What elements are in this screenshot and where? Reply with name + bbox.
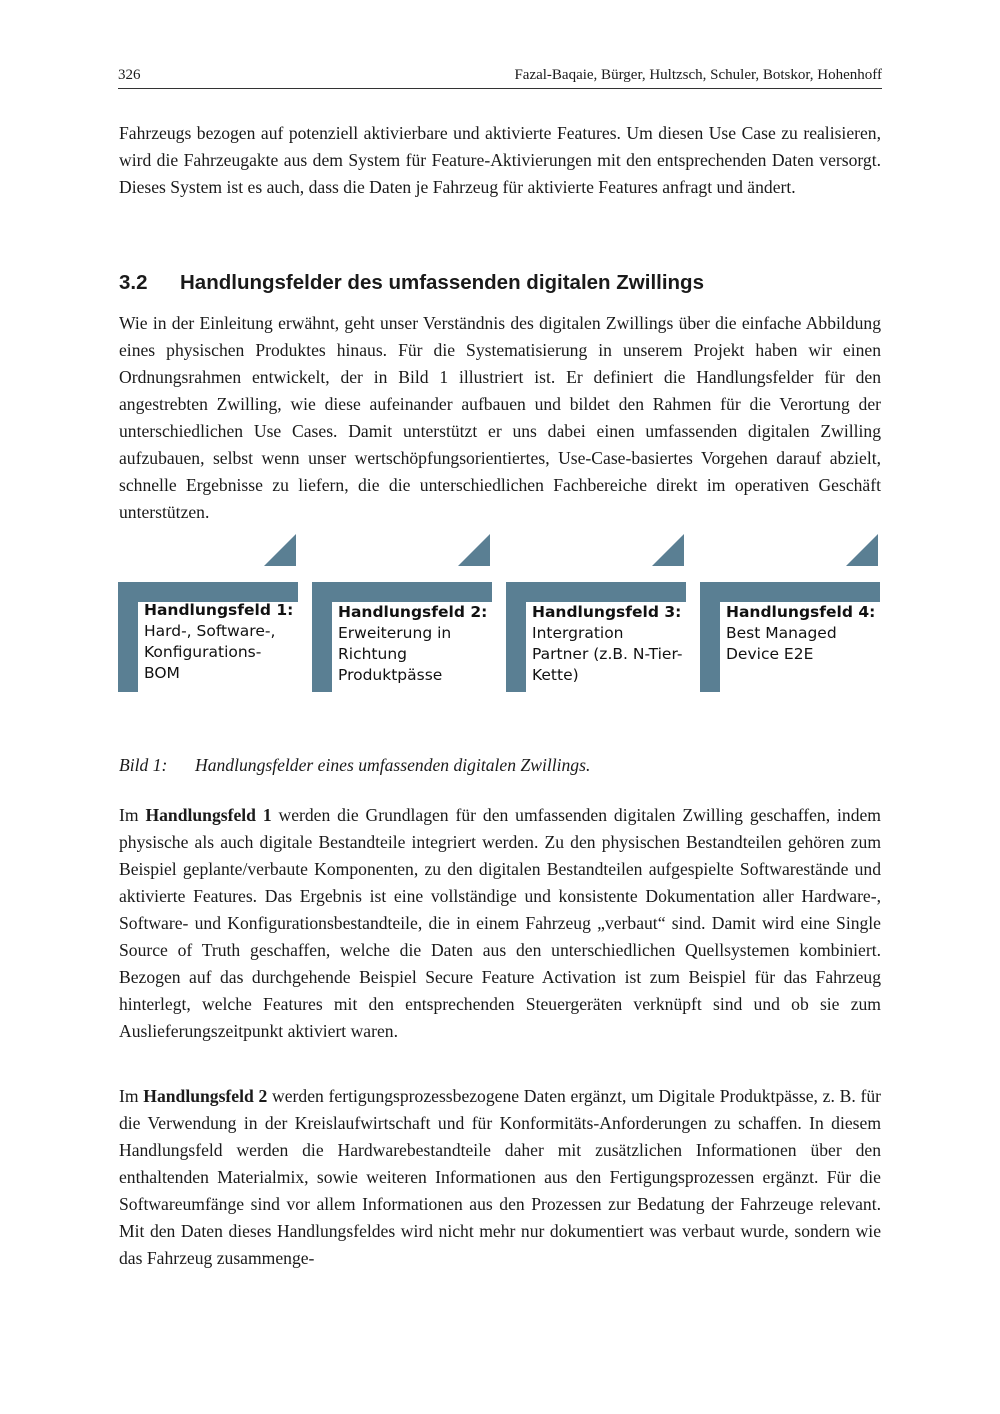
field-title: Handlungsfeld 3: xyxy=(532,603,682,621)
figure-handlungsfelder xyxy=(118,534,882,694)
section-heading xyxy=(119,268,881,298)
triangle-marker-icon xyxy=(652,534,684,566)
field-description: Best Managed Device E2E xyxy=(726,624,837,663)
page-header xyxy=(118,64,882,89)
paragraph-bold-term: Handlungsfeld 1 xyxy=(145,805,272,825)
field-box-1 xyxy=(118,534,298,692)
field-content xyxy=(726,602,878,665)
paragraph-body: werden fertigungsprozessbezogene Daten ergänzt, um Digitale Produktpässe, z. B. für die Verwendung in der Kreislaufwirtschaft und für Konformitäts-Anforderungen zu schaffen. In diesem Handlungsfeld werden die Hardwarebestandteile daher mit zusätzlichen Informationen über den enthaltenden Materialmix, sowie weiteren Informationen aus den Fertigungsprozessen ergänzt. Für die Softwareumfänge sind vor allem Informationen aus den Prozessen zur Bedatung der Fahrzeuge relevant. Mit den Daten dieses Handlungsfeldes wird nicht mehr nur dokumentiert was verbaut wurde, sondern wie das Fahrzeug zusammenge- xyxy=(119,1086,881,1268)
field-title: Handlungsfeld 4: xyxy=(726,603,876,621)
paragraph-field-2 xyxy=(119,1083,881,1272)
paragraph-field-1 xyxy=(119,802,881,1045)
field-description: Erweiterung in Richtung Produktpässe xyxy=(338,624,452,684)
field-frame-top xyxy=(118,582,298,602)
intro-paragraph: Fahrzeugs bezogen auf potenziell aktivierbare und aktivierte Features. Um diesen Use Case zu realisieren, wird die Fahrzeugakte aus dem System für Feature-Aktivierungen mit den entsprechenden Daten versorgt. Dieses System ist es auch, dass die Daten je Fahrzeug für aktivierte Features anfragt und ändert. xyxy=(119,123,881,197)
caption-label: Bild 1: xyxy=(119,755,168,775)
field-frame-left xyxy=(312,582,332,692)
triangle-marker-icon xyxy=(458,534,490,566)
field-content xyxy=(532,602,684,686)
section-paragraph: Wie in der Einleitung erwähnt, geht unser Verständnis des digitalen Zwillings über die einfache Abbildung eines physischen Produktes hinaus. Für die Systematisierung in unserem Projekt haben wir einen Ordnungsrahmen entwickelt, der in Bild 1 illustriert ist. Er definiert die Handlungsfelder für den angestrebten Zwilling, wie diese aufeinander aufbauen und bildet den Rahmen für die Verortung der unterschiedlichen Use Cases. Damit unterstützt er uns dabei einen umfassenden digitalen Zwilling aufzubauen, selbst wenn unser wertschöpfungsorientiertes, Use-Case-basiertes Vorgehen darauf abzielt, schnelle Ergebnisse zu liefern, die die unterschiedlichen Fachbereiche direkt im operativen Geschäft unterstützen. xyxy=(119,313,881,522)
field-frame-top xyxy=(700,582,880,602)
triangle-marker-icon xyxy=(846,534,878,566)
field-frame-top xyxy=(312,582,492,602)
paragraph-bold-term: Handlungsfeld 2 xyxy=(143,1086,268,1106)
field-frame-top xyxy=(506,582,686,602)
running-head-authors: Fazal-Baqaie, Bürger, Hultzsch, Schuler, Botskor, Hohenhoff xyxy=(514,67,882,83)
page-number: 326 xyxy=(118,67,141,83)
field-content xyxy=(144,600,296,684)
section-number: 3.2 xyxy=(119,271,148,294)
field-description: Hard-, Software-, Konfigurations-BOM xyxy=(144,622,276,682)
field-box-2 xyxy=(312,534,492,692)
field-box-3 xyxy=(506,534,686,692)
paragraph-lead: Im xyxy=(119,805,146,825)
triangle-marker-icon xyxy=(264,534,296,566)
caption-text: Handlungsfelder eines umfassenden digitalen Zwillings. xyxy=(195,755,591,775)
field-title: Handlungsfeld 1: xyxy=(144,601,294,619)
paragraph-body: werden die Grundlagen für den umfassenden digitalen Zwilling geschaffen, indem physische als auch digitale Bestandteile integriert werden. Zu den physischen Bestandteilen gehören zum Beispiel geplante/verbaute Komponenten, zu den digitalen Bestandteilen aufgespielte Softwarestände und aktivierte Features. Das Ergebnis ist eine vollständige und konsistente Dokumentation aller Hardware-, Software- und Konfigurationsbestandteile, die in einem Fahrzeug „verbaut“ sind. Damit wird eine Single Source of Truth geschaffen, welche die Daten aus den unterschiedlichen Quellsystemen kombiniert. Bezogen auf das durchgehende Beispiel Secure Feature Activation ist zum Beispiel für das Fahrzeug hinterlegt, welche Features mit den entsprechenden Steuergeräten verknüpft sind und ob sie zum Auslieferungszeitpunkt aktiviert waren. xyxy=(119,805,881,1041)
section-title: Handlungsfelder des umfassenden digitalen Zwillings xyxy=(180,271,704,294)
field-frame-left xyxy=(506,582,526,692)
field-frame-left xyxy=(700,582,720,692)
field-title: Handlungsfeld 2: xyxy=(338,603,488,621)
field-description: Intergration Partner (z.B. N-Tier-Kette) xyxy=(532,624,683,684)
field-box-4 xyxy=(700,534,880,692)
field-content xyxy=(338,602,490,686)
paragraph-lead: Im xyxy=(119,1086,144,1106)
field-frame-left xyxy=(118,582,138,692)
